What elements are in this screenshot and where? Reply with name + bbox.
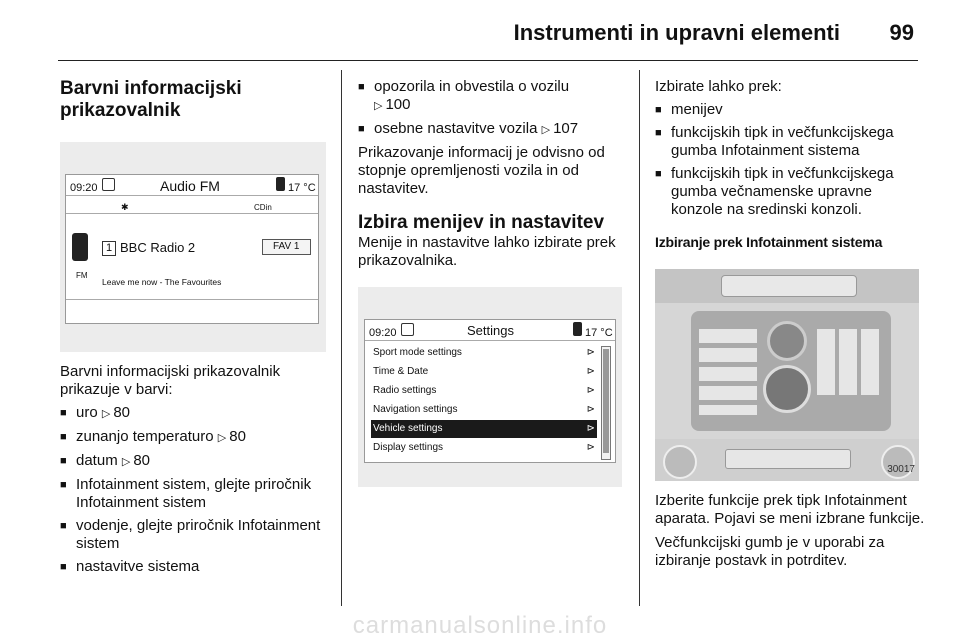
section-heading: Izbira menijev in nastavitev [358, 212, 605, 233]
page-title: Instrumenti in upravni elementi [513, 20, 840, 45]
column-3 [655, 78, 927, 570]
figure-id: 30017 [887, 464, 915, 475]
list-item: ■ uro ▷ 80 [60, 404, 328, 423]
list-item: ■ datum ▷ 80 [60, 452, 328, 471]
settings-title: Settings [467, 323, 514, 338]
radio-icon [72, 233, 88, 261]
column-divider [341, 70, 342, 606]
page-header [58, 14, 918, 61]
page-ref: ▷ 80 [218, 428, 246, 445]
chevron-right-icon: ⊳ [586, 385, 595, 396]
menu-item: Display settings ⊳ [371, 439, 597, 457]
infotainment-panel-figure [655, 269, 919, 481]
display-source: Audio FM [160, 178, 220, 194]
cd-label: CDin [254, 203, 272, 212]
phone-icon [276, 177, 285, 191]
chevron-right-icon: ⊳ [586, 404, 595, 415]
paragraph: Izberite funkcije prek tipk Infotainment aparata. Pojavi se meni izbrane funkcije. [655, 492, 925, 527]
band-label: FM [76, 271, 88, 280]
chevron-right-icon: ⊳ [586, 347, 595, 358]
subheading: Izbiranje prek Infotainment sistema [655, 234, 883, 250]
selection-methods-list [655, 101, 927, 219]
menu-item: Time & Date ⊳ [371, 363, 597, 381]
display-temperature: 17 °C [288, 182, 316, 194]
paragraph: Menije in nastavitve lahko izbirate prek prikazovalnika. [358, 234, 616, 269]
page-ref: ▷ 107 [542, 120, 579, 137]
menu-item: Navigation settings ⊳ [371, 401, 597, 419]
volume-knob [767, 321, 807, 361]
display-time: 09:20 [369, 327, 397, 339]
list-item: ■ Infotainment sistem, glejte priročnik Infotainment sistem [60, 476, 328, 512]
page-ref: ▷ 80 [102, 404, 130, 421]
display-figure-audio [60, 142, 326, 352]
multifunction-knob [763, 365, 811, 413]
panel-button [721, 275, 857, 297]
list-item: ■ opozorila in obvestila o vozilu ▷ 100 [358, 78, 630, 115]
song-title: Leave me now - The Favourites [102, 277, 222, 287]
left-buttons [699, 329, 757, 415]
menu-item-selected: Vehicle settings ⊳ [371, 420, 597, 438]
climate-knob [663, 445, 697, 479]
display-intro: Barvni informacijski prikazovalnik prikazuje v barvi: [60, 363, 281, 398]
chevron-right-icon: ⊳ [586, 442, 595, 453]
column-1 [60, 78, 328, 581]
list-item: ■ menijev [655, 101, 927, 119]
list-item: ■ zunanjo temperaturo ▷ 80 [60, 428, 328, 447]
display-time: 09:20 [70, 182, 98, 194]
number-buttons [817, 329, 879, 395]
page-ref: ▷ 100 [374, 96, 411, 113]
column-divider [639, 70, 640, 606]
display-screen [65, 174, 319, 324]
list-item: ■ osebne nastavitve vozila ▷ 107 [358, 120, 630, 139]
preset-number: 1 [102, 241, 116, 256]
paragraph: Izbirate lahko prek: [655, 78, 782, 95]
column-2 [358, 78, 630, 487]
scrollbar [601, 346, 611, 460]
station-name: BBC Radio 2 [120, 240, 196, 255]
display-items-list [60, 404, 328, 576]
list-item: ■ funkcijskih tipk in večfunkcijskega gumba Infotainment sistema [655, 124, 927, 160]
list-item: ■ vodenje, glejte priročnik Infotainment sistem [60, 517, 328, 553]
climate-buttons [725, 449, 851, 469]
paragraph: Prikazovanje informacij je odvisno od stopnje opremljenosti vozila in od nastavitev. [358, 144, 605, 197]
paragraph: Večfunkcijski gumb je v uporabi za izbiranje postavk in potrditev. [655, 534, 885, 569]
display-temperature: 17 °C [585, 327, 613, 339]
menu-item: Radio settings ⊳ [371, 382, 597, 400]
page-number: 99 [889, 20, 914, 45]
clock-icon [401, 323, 414, 336]
menu-item: Sport mode settings ⊳ [371, 344, 597, 362]
chevron-right-icon: ⊳ [586, 366, 595, 377]
display-items-list-cont [358, 78, 630, 139]
fav-button: FAV 1 [262, 239, 311, 255]
settings-screen [364, 319, 616, 463]
clock-icon [102, 178, 115, 191]
list-item: ■ funkcijskih tipk in večfunkcijskega gumba večnamenske upravne konzole na sredinski konzoli. [655, 165, 927, 219]
display-figure-settings [358, 287, 622, 487]
watermark: carmanualsonline.info [352, 612, 608, 639]
list-item: ■ nastavitve sistema [60, 558, 328, 576]
section-heading: Barvni informacijski prikazovalnik [60, 78, 242, 121]
bluetooth-icon: ✱ [121, 202, 129, 212]
page-ref: ▷ 80 [122, 452, 150, 469]
phone-icon [573, 322, 582, 336]
chevron-right-icon: ⊳ [586, 423, 595, 434]
